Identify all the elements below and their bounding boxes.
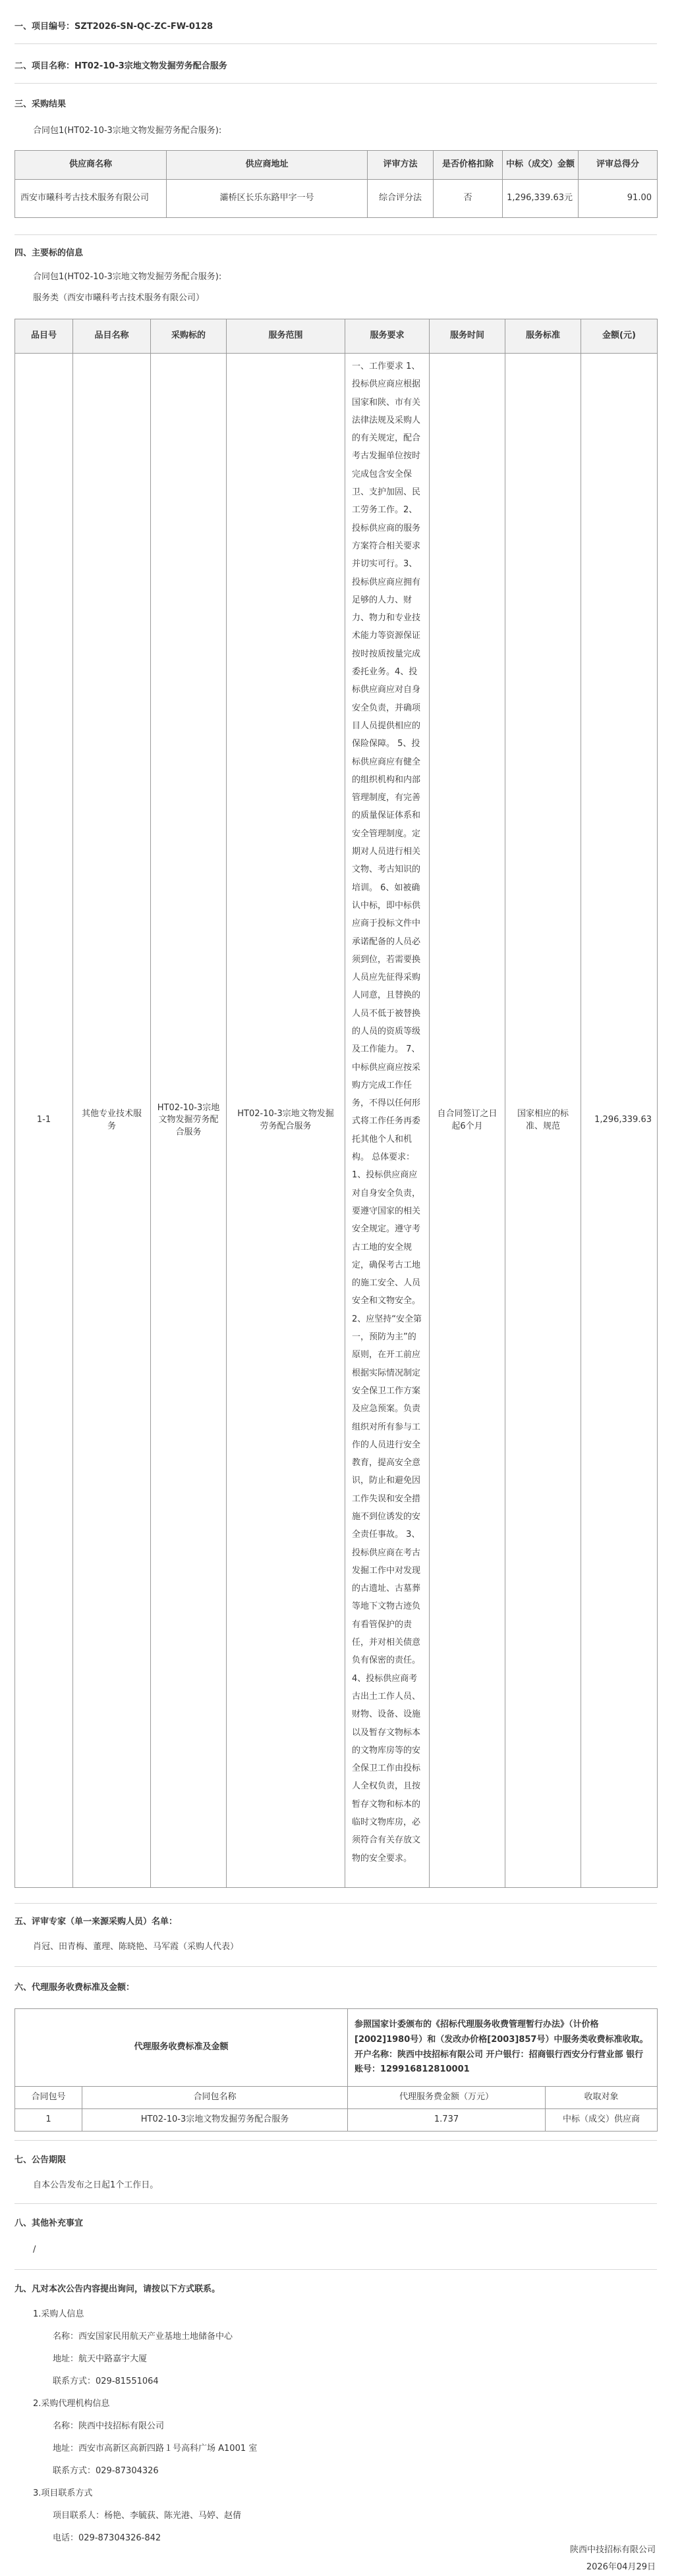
col-eval-method: 评审方法 <box>368 151 434 180</box>
package-label: 合同包1(HT02-10-3宗地文物发掘劳务配合服务): <box>33 272 222 282</box>
item-amount: 1,296,339.63 <box>581 354 658 1888</box>
divider <box>14 1903 657 1904</box>
project-number-value: SZT2026-SN-QC-ZC-FW-0128 <box>74 22 213 32</box>
table-header-row <box>15 2087 658 2109</box>
footer-date: 2026年04月29日 <box>586 2562 656 2572</box>
contact-title: 3.项目联系方式 <box>33 2488 93 2498</box>
agency-fee-table <box>14 2008 658 2132</box>
section-title-other: 八、其他补充事宜 <box>14 2218 84 2228</box>
item-scope: HT02-10-3宗地文物发掘劳务配合服务 <box>227 354 345 1888</box>
price-deduction: 否 <box>434 180 503 218</box>
section-title-period: 七、公告期限 <box>14 2155 67 2165</box>
section-title-agency-fee: 六、代理服务收费标准及金额： <box>14 1983 135 1993</box>
package-label: 合同包1(HT02-10-3宗地文物发掘劳务配合服务): <box>33 126 222 136</box>
agent-tel: 联系方式：029-87304326 <box>53 2466 159 2476</box>
service-type: 服务类（西安市曦科考古技术服务有限公司） <box>33 293 205 303</box>
main-items-table <box>14 319 658 1888</box>
table-header-row <box>15 319 658 354</box>
col-package-no: 合同包号 <box>15 2087 82 2109</box>
contact-people: 项目联系人：杨艳、李毓荻、陈光港、马婷、赵倩 <box>53 2511 242 2521</box>
supplier-address: 灞桥区长乐东路甲字一号 <box>167 180 368 218</box>
col-time: 服务时间 <box>430 319 505 354</box>
project-name-label: 二、项目名称： <box>14 61 75 71</box>
table-header-row <box>15 151 658 180</box>
col-supplier-name: 供应商名称 <box>15 151 167 180</box>
divider <box>14 2203 657 2204</box>
bank-account-info: 开户名称：陕西中技招标有限公司 开户银行：招商银行西安分行营业部 银行账号：129916812810001 <box>355 2049 644 2075</box>
col-requirements: 服务要求 <box>345 319 430 354</box>
divider <box>14 83 657 84</box>
col-package-name: 合同包名称 <box>82 2087 348 2109</box>
footer-org: 陕西中技招标有限公司 <box>569 2545 656 2555</box>
buyer-title: 1.采购人信息 <box>33 2309 84 2319</box>
table-row <box>15 180 658 218</box>
project-number-label: 一、项目编号： <box>14 22 75 32</box>
project-name-value: HT02-10-3宗地文物发掘劳务配合服务 <box>74 61 227 71</box>
item-requirements: 一、工作要求 1、投标供应商应根据国家和陕、市有关法律法规及采购人的有关规定，配合考古发掘单位按时完成包含安全保卫、支护加固、民工劳务工作。2、投标供应商的服务方案符合相关要求并切实可行。3、投标供应商应拥有足够的人力、财力、物力和专业技术能力等资源保证按时按质按量完成委托业务。4、投标供应商应对自身安全负责，并确项目人员提供相应的保险保障。 5、投标供应商应有健全的组织机构和内部管理制度，有完善的质量保证体系和安全管理制度。定期对人员进行相关文物、考古知识的培训。 6、如被确认中标，即中标供应商于投标文件中承诺配备的人员必须到位，若需要换人员应先征得采购人同意，且替换的人员不低于被替换的人员的资质等级及工作能力。 7、中标供应商应按采购方完成工作任务，不得以任何形式将工作任务再委托其他个人和机构。 总体要求：1、投标供应商应对自身安全负责，要遵守国家的相关安全规定。遵守考古工地的安全规定，确保考古工地的施工安全、人员安全和文物安全。 2、应坚持“安全第一，预防为主”的原则，在开工前应根据实际情况制定安全保卫工作方案及应急预案。负责组织对所有参与工作的人员进行安全教育，提高安全意识，防止和避免因工作失误和安全措施不到位诱发的安全责任事故。 3、投标供应商在考古发掘工作中对发现的古遗址、古墓葬等地下文物古迹负有看管保护的责任，并对相关债意负有保密的责任。 4、投标供应商考古出土工作人员、财物、设备、设施以及暂存文物标本的文物库房等的安全保卫工作由投标人全权负责，且按暂存文物和标本的临时文物库房，必须符合有关存放文物的安全要求。 <box>345 354 430 1888</box>
fee-basis: 参照国家计委颁布的《招标代理服务收费管理暂行办法》（计价格[2002]1980号）和（发改办价格[2003]857号）中服务类收费标准收取。 <box>355 2020 648 2045</box>
divider <box>14 1966 657 1967</box>
col-fee-amount: 代理服务费金额（万元） <box>348 2087 546 2109</box>
section-title-main-items: 四、主要标的信息 <box>14 248 84 258</box>
col-item-no: 品目号 <box>15 319 73 354</box>
col-total-score: 评审总得分 <box>579 151 658 180</box>
fee-payer: 中标（成交）供应商 <box>546 2109 658 2132</box>
total-score: 91.00 <box>579 180 658 218</box>
item-time: 自合同签订之日起6个月 <box>430 354 505 1888</box>
divider <box>14 43 657 44</box>
agent-title: 2.采购代理机构信息 <box>33 2399 110 2409</box>
col-price-deduction: 是否价格扣除 <box>434 151 503 180</box>
agent-name: 名称：陕西中技招标有限公司 <box>53 2421 165 2431</box>
other-text: / <box>33 2245 36 2255</box>
fee-standard-label: 代理服务收费标准及金额 <box>15 2009 348 2087</box>
package-name: HT02-10-3宗地文物发掘劳务配合服务 <box>82 2109 348 2132</box>
col-supplier-address: 供应商地址 <box>167 151 368 180</box>
col-item-name: 品目名称 <box>73 319 151 354</box>
expert-names: 肖冠、田青梅、董理、陈晓艳、马军霞（采购人代表） <box>33 1942 239 1952</box>
buyer-tel: 联系方式：029-81551064 <box>53 2376 159 2386</box>
section-title-result: 三、采购结果 <box>14 99 67 109</box>
period-text: 自本公告发布之日起1个工作日。 <box>33 2180 159 2190</box>
fee-amount: 1.737 <box>348 2109 546 2132</box>
item-name: 其他专业技术服务 <box>73 354 151 1888</box>
bid-amount: 1,296,339.63元 <box>503 180 579 218</box>
project-name <box>14 61 227 72</box>
fee-standard-row <box>15 2009 658 2087</box>
item-target: HT02-10-3宗地文物发掘劳务配合服务 <box>151 354 227 1888</box>
divider <box>14 2269 657 2270</box>
divider <box>14 2140 657 2141</box>
table-row <box>15 354 658 1888</box>
col-standard: 服务标准 <box>505 319 581 354</box>
section-title-experts: 五、评审专家（单一来源采购人员）名单： <box>14 1917 178 1927</box>
section-title-contact: 九、凡对本次公告内容提出询问，请按以下方式联系。 <box>14 2284 221 2294</box>
col-bid-amount: 中标（成交）金额 <box>503 151 579 180</box>
agent-address: 地址：西安市高新区高新四路１号高科广场 A1001 室 <box>53 2444 258 2454</box>
buyer-name: 名称：西安国家民用航天产业基地土地储备中心 <box>53 2332 233 2342</box>
result-table <box>14 150 658 218</box>
project-number <box>14 21 213 33</box>
col-fee-payer: 收取对象 <box>546 2087 658 2109</box>
contact-tel: 电话：029-87304326-842 <box>53 2533 161 2543</box>
col-target: 采购标的 <box>151 319 227 354</box>
item-no: 1-1 <box>15 354 73 1888</box>
supplier-name: 西安市曦科考古技术服务有限公司 <box>15 180 167 218</box>
col-scope: 服务范围 <box>227 319 345 354</box>
package-no: 1 <box>15 2109 82 2132</box>
item-standard: 国家相应的标准、规范 <box>505 354 581 1888</box>
table-row <box>15 2109 658 2132</box>
col-amount: 金额(元) <box>581 319 658 354</box>
eval-method: 综合评分法 <box>368 180 434 218</box>
divider <box>14 234 657 235</box>
fee-standard-text <box>348 2009 658 2087</box>
buyer-address: 地址：航天中路嘉宇大厦 <box>53 2354 148 2364</box>
